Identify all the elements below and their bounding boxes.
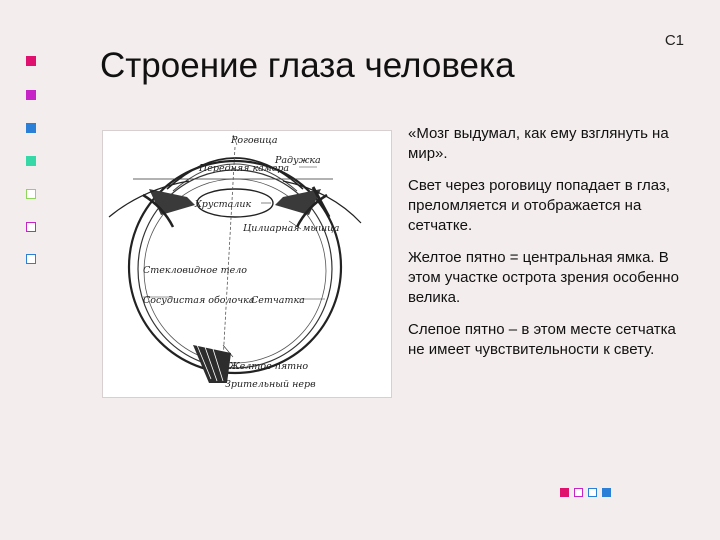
label-iris: Радужка	[275, 155, 321, 166]
label-ciliary-muscle: Цилиарная мышца	[243, 223, 340, 234]
paragraph-quote: «Мозг выдумал, как ему взглянуть на мир».	[408, 125, 669, 162]
bullet-square	[26, 189, 36, 199]
label-choroid: Сосудистая оболочка	[143, 295, 255, 306]
label-retina: Сетчатка	[251, 295, 305, 306]
bullet-square	[26, 123, 36, 133]
eye-diagram	[102, 130, 392, 398]
footer-square	[588, 488, 597, 497]
paragraph-blind-spot: Слепое пятно – в этом месте сетчатка не имеет чувствительности к свету.	[408, 321, 676, 358]
label-optic-nerve: Зрительный нерв	[225, 379, 316, 390]
bullet-square	[26, 254, 36, 264]
label-yellow-spot: Желтое пятно	[229, 361, 309, 372]
slide-number: С1	[664, 32, 684, 49]
paragraph-yellow-spot: Желтое пятно = центральная ямка. В этом участке острота зрения особенно велика.	[408, 249, 679, 306]
footer-square	[560, 488, 569, 497]
footer-marks	[560, 488, 611, 497]
optic-nerve	[193, 345, 231, 383]
label-anterior-chamber-text: Передняя камера	[199, 163, 290, 174]
footer-square	[602, 488, 611, 497]
label-vitreous: Стекловидное тело	[143, 265, 248, 276]
page-title: Строение глаза человека	[100, 46, 515, 85]
bullet-square	[26, 156, 36, 166]
bullet-square	[26, 56, 36, 66]
label-lens: Хрусталик	[195, 199, 252, 210]
footer-square	[574, 488, 583, 497]
paragraph-light-path: Свет через роговицу попадает в глаз, преломляется и отображается на сетчатке.	[408, 177, 671, 234]
label-cornea: Роговица	[231, 135, 278, 146]
bullet-square	[26, 90, 36, 100]
bullet-square	[26, 222, 36, 232]
text-column	[408, 124, 688, 372]
